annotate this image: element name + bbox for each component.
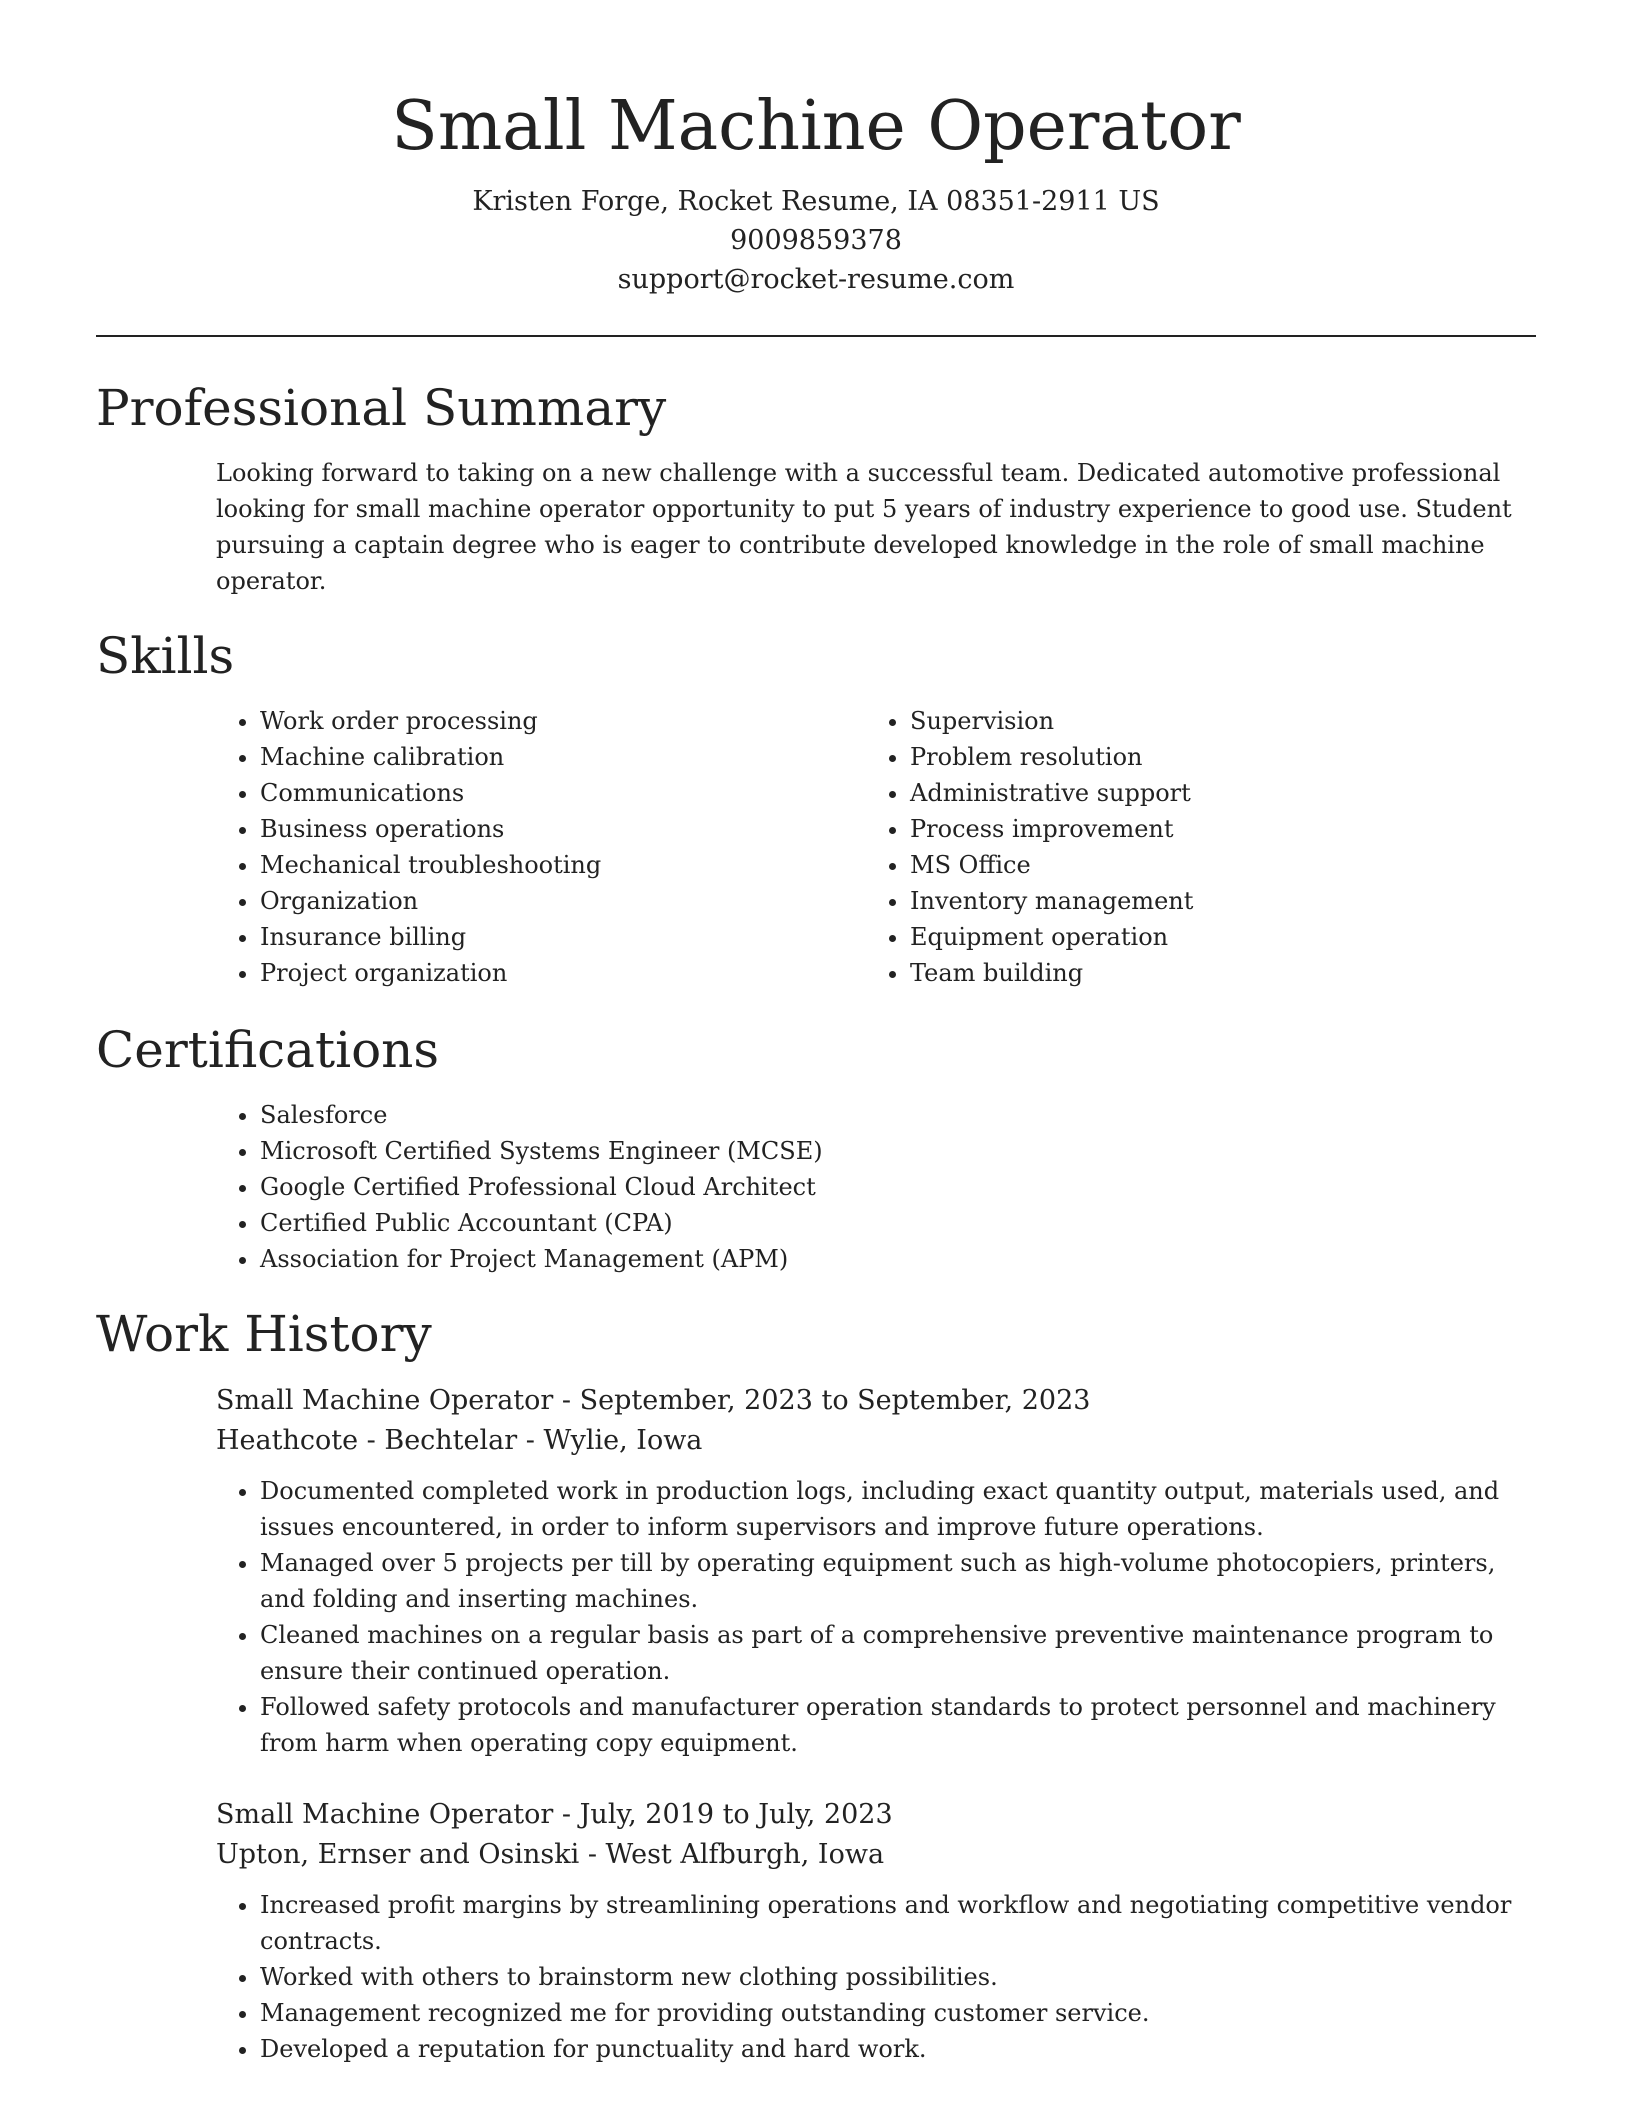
contact-phone: 9009859378 bbox=[730, 225, 902, 256]
skill-item: • Insurance billing bbox=[260, 919, 866, 955]
skill-item: • Inventory management bbox=[910, 883, 1516, 919]
certification-item: • Microsoft Certified Systems Engineer (MCSE) bbox=[260, 1133, 1536, 1169]
certifications-list-wrapper bbox=[216, 1097, 1536, 1277]
certification-item: • Salesforce bbox=[260, 1097, 1536, 1133]
resume-header bbox=[96, 0, 1536, 299]
skill-item: • Process improvement bbox=[910, 811, 1516, 847]
skill-item: • Communications bbox=[260, 775, 866, 811]
skill-item: • Supervision bbox=[910, 703, 1516, 739]
job-location: Wylie, Iowa bbox=[543, 1425, 703, 1456]
certification-item: • Certified Public Accountant (CPA) bbox=[260, 1205, 1536, 1241]
job-dates: July, 2019 to July, 2023 bbox=[579, 1799, 893, 1830]
job-title-line: Small Machine Operator - July, 2019 to July, 2023 bbox=[216, 1799, 893, 1830]
job-company: Upton, Ernser and Osinski bbox=[216, 1839, 580, 1870]
job-company: Heathcote - Bechtelar bbox=[216, 1425, 518, 1456]
skills-heading: Skills bbox=[96, 627, 235, 685]
job-title: Small Machine Operator bbox=[216, 1385, 554, 1416]
skills-column-right bbox=[866, 703, 1516, 991]
summary-heading: Professional Summary bbox=[96, 379, 667, 437]
skill-item: • Business operations bbox=[260, 811, 866, 847]
skill-item: • Machine calibration bbox=[260, 739, 866, 775]
certifications-section bbox=[96, 1017, 1536, 1277]
job-bullet-list bbox=[216, 1887, 1536, 2067]
work-history-section bbox=[96, 1301, 1536, 2067]
skills-grid bbox=[216, 703, 1536, 991]
skills-list-right bbox=[866, 703, 1516, 991]
skill-item: • Administrative support bbox=[910, 775, 1516, 811]
job-bullet-list bbox=[216, 1473, 1536, 1761]
job-bullets-wrapper bbox=[216, 1473, 1536, 1761]
skill-item: • Problem resolution bbox=[910, 739, 1516, 775]
skills-section bbox=[96, 623, 1536, 991]
resume-page bbox=[96, 0, 1536, 2067]
job-company-line: Upton, Ernser and Osinski - West Alfburgh, Iowa bbox=[216, 1839, 885, 1870]
job-bullet: • Managed over 5 projects per till by operating equipment such as high-volume photocopiers, printers, and folding and inserting machines. bbox=[260, 1545, 1536, 1617]
skill-item: • Project organization bbox=[260, 955, 866, 991]
skill-item: • Work order processing bbox=[260, 703, 866, 739]
job-company-line: Heathcote - Bechtelar - Wylie, Iowa bbox=[216, 1425, 703, 1456]
job-bullets-wrapper bbox=[216, 1887, 1536, 2067]
job-bullet: • Developed a reputation for punctuality and hard work. bbox=[260, 2031, 1536, 2067]
skills-list-left bbox=[216, 703, 866, 991]
job-bullet: • Increased profit margins by streamlining operations and workflow and negotiating competitive vendor contracts. bbox=[260, 1887, 1536, 1959]
skill-item: • Mechanical troubleshooting bbox=[260, 847, 866, 883]
job-entry bbox=[216, 1381, 1536, 1761]
certification-item: • Association for Project Management (APM) bbox=[260, 1241, 1536, 1277]
certifications-heading: Certifications bbox=[96, 1021, 440, 1079]
contact-address: Kristen Forge, Rocket Resume, IA 08351-2911 US bbox=[472, 186, 1160, 217]
job-bullet: • Documented completed work in production logs, including exact quantity output, materials used, and issues encountered, in order to inform supervisors and improve future operations. bbox=[260, 1473, 1536, 1545]
resume-title: Small Machine Operator bbox=[391, 87, 1241, 166]
job-entry bbox=[216, 1795, 1536, 2067]
summary-section bbox=[96, 375, 1536, 599]
job-bullet: • Cleaned machines on a regular basis as part of a comprehensive preventive maintenance program to ensure their continued operation. bbox=[260, 1617, 1536, 1689]
job-bullet: • Management recognized me for providing outstanding customer service. bbox=[260, 1995, 1536, 2031]
skills-column-left bbox=[216, 703, 866, 991]
job-title-line: Small Machine Operator - September, 2023 to September, 2023 bbox=[216, 1385, 1091, 1416]
job-title: Small Machine Operator bbox=[216, 1799, 554, 1830]
skill-item: • Organization bbox=[260, 883, 866, 919]
header-divider bbox=[96, 335, 1536, 337]
job-location: West Alfburgh, Iowa bbox=[605, 1839, 885, 1870]
summary-text: Looking forward to taking on a new challenge with a successful team. Dedicated automotive professional looking for small machine operator opportunity to put 5 years of industry experience to good use. Student pursuing a captain degree who is eager to contribute developed knowledge in the role of small machine operator. bbox=[216, 459, 1512, 595]
job-dates: September, 2023 to September, 2023 bbox=[579, 1385, 1091, 1416]
work-history-heading: Work History bbox=[96, 1305, 432, 1363]
certifications-list bbox=[216, 1097, 1536, 1277]
contact-email: support@rocket-resume.com bbox=[617, 264, 1015, 295]
job-bullet: • Worked with others to brainstorm new clothing possibilities. bbox=[260, 1959, 1536, 1995]
certification-item: • Google Certified Professional Cloud Architect bbox=[260, 1169, 1536, 1205]
skill-item: • Team building bbox=[910, 955, 1516, 991]
job-bullet: • Followed safety protocols and manufacturer operation standards to protect personnel and machinery from harm when operating copy equipment. bbox=[260, 1689, 1536, 1761]
skill-item: • MS Office bbox=[910, 847, 1516, 883]
skill-item: • Equipment operation bbox=[910, 919, 1516, 955]
